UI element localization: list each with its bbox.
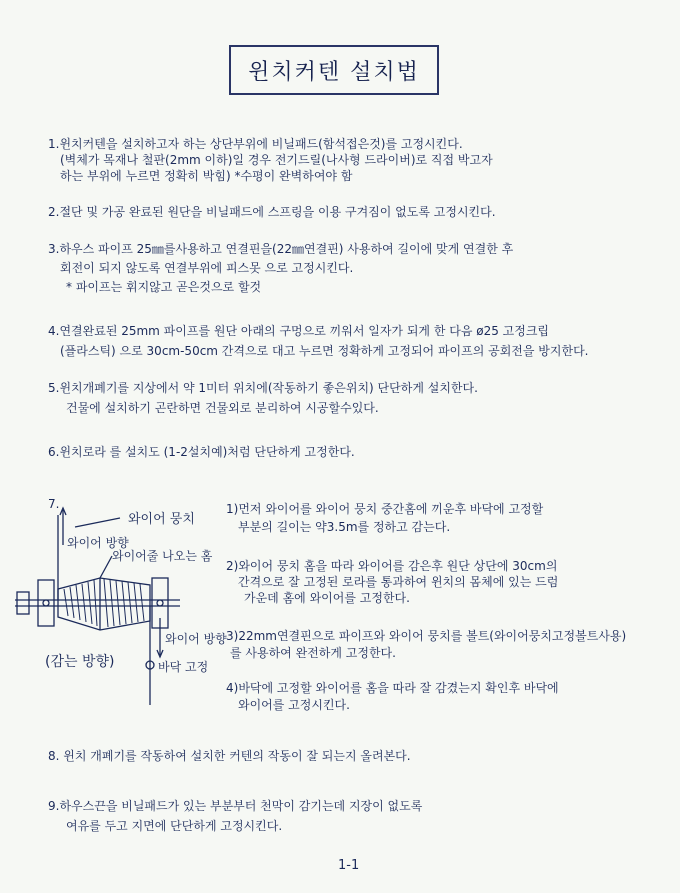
step-6-line-1: 6.윈치로라 를 설치도 (1-2설치예)처럼 단단하게 고정한다.: [48, 445, 355, 459]
fig-instruction-1-line-2: 부분의 길이는 약3.5m를 정하고 감는다.: [238, 520, 451, 534]
fig-instruction-2-line-1: 2)와이어 뭉치 홈을 따라 와이어를 감은후 원단 상단에 30cm의: [226, 559, 558, 573]
step-3-line-2: 회전이 되지 않도록 연결부위에 피스못 으로 고정시킨다.: [60, 261, 354, 275]
fig-instruction-3-line-1: 3)22mm연결핀으로 파이프와 와이어 뭉치를 볼트(와이어뭉치고정볼트사용): [226, 629, 627, 643]
step-1-line-2: (벽체가 목재나 철판(2mm 이하)일 경우 전기드릴(나사형 드라이버)로 직접 박고자: [60, 153, 493, 167]
figure-number: 7.: [48, 497, 60, 511]
step-5-line-1: 5.윈치개폐기를 지상에서 약 1미터 위치에(작동하기 좋은위치) 단단하게 설치한다.: [48, 381, 478, 395]
label-wire-bundle: 와이어 뭉치: [128, 512, 195, 527]
page-title: 윈치커텐 설치법: [248, 59, 420, 85]
step-9-line-1: 9.하우스끈을 비닐패드가 있는 부분부터 천막이 감기는데 지장이 없도록: [48, 799, 423, 813]
step-8-line-1: 8. 윈치 개폐기를 작동하여 설치한 커텐의 작동이 잘 되는지 올려본다.: [48, 749, 411, 763]
label-wire-exit-groove: 와이어줄 나오는 홈: [112, 549, 213, 563]
step-1-line-1: 1.윈치커텐을 설치하고자 하는 상단부위에 비닐패드(함석접은것)를 고정시킨다.: [48, 137, 463, 151]
step-3-line-1: 3.하우스 파이프 25㎜를사용하고 연결핀을(22㎜연결핀) 사용하여 길이에 맞게 연결한 후: [48, 242, 514, 256]
left-collar: [38, 580, 54, 626]
right-bolt: [157, 600, 163, 606]
step-8: [48, 748, 411, 764]
fig-instruction-1-line-1: 1)먼저 와이어를 와이어 뭉치 중간홈에 끼운후 바닥에 고정할: [226, 502, 544, 516]
fig-instruction-3: [226, 628, 626, 662]
step-3-line-3: * 파이프는 휘지않고 곧은것으로 할것: [66, 280, 262, 294]
step-9-line-2: 여유를 두고 지면에 단단하게 고정시킨다.: [66, 819, 283, 833]
fig-instruction-4: [226, 680, 559, 714]
label-wire-direction-up: 와이어 방향: [67, 536, 129, 550]
fig-instruction-4-line-2: 와이어를 고정시킨다.: [238, 698, 350, 712]
step-5-line-2: 건물에 설치하기 곤란하면 건물외로 분리하여 시공할수있다.: [66, 401, 379, 415]
left-bolt: [43, 600, 49, 606]
fig-instruction-1: [226, 500, 543, 536]
fig-instruction-3-line-2: 를 사용하여 완전하게 고정한다.: [230, 646, 396, 660]
step-2-line-1: 2.절단 및 가공 완료된 원단을 비닐패드에 스프링을 이용 구겨짐이 없도록 고정시킨다.: [48, 205, 496, 219]
fig-instruction-2-line-3: 가운데 홈에 와이어를 고정한다.: [244, 591, 410, 605]
label-winding-direction: (감는 방향): [45, 654, 115, 670]
step-4-line-2: (플라스틱) 으로 30cm-50cm 간격으로 대고 누르면 정확하게 고정되어 파이프의 공회전을 방지한다.: [60, 344, 589, 358]
fig-instruction-2-line-2: 간격으로 잘 고정된 로라를 통과하여 윈치의 몸체에 있는 드럼: [238, 575, 559, 589]
step-4-line-1: 4.연결완료된 25mm 파이프를 원단 아래의 구멍으로 끼워서 일자가 되게 한 다음 ø25 고정크립: [48, 324, 550, 338]
fig-instruction-4-line-1: 4)바닥에 고정할 와이어를 홈을 따라 잘 감겼는지 확인후 바닥에: [226, 681, 559, 695]
fig-instruction-2: [226, 558, 558, 606]
label-floor-fixing: 바닥 고정: [158, 660, 209, 674]
step-1-line-3: 하는 부위에 누르면 정확히 박힘) *수평이 완벽하여야 함: [60, 169, 353, 183]
label-wire-direction-down: 와이어 방향: [165, 632, 227, 646]
page-number: 1-1: [338, 858, 360, 873]
step-9: [48, 796, 422, 836]
left-cap: [17, 592, 29, 614]
